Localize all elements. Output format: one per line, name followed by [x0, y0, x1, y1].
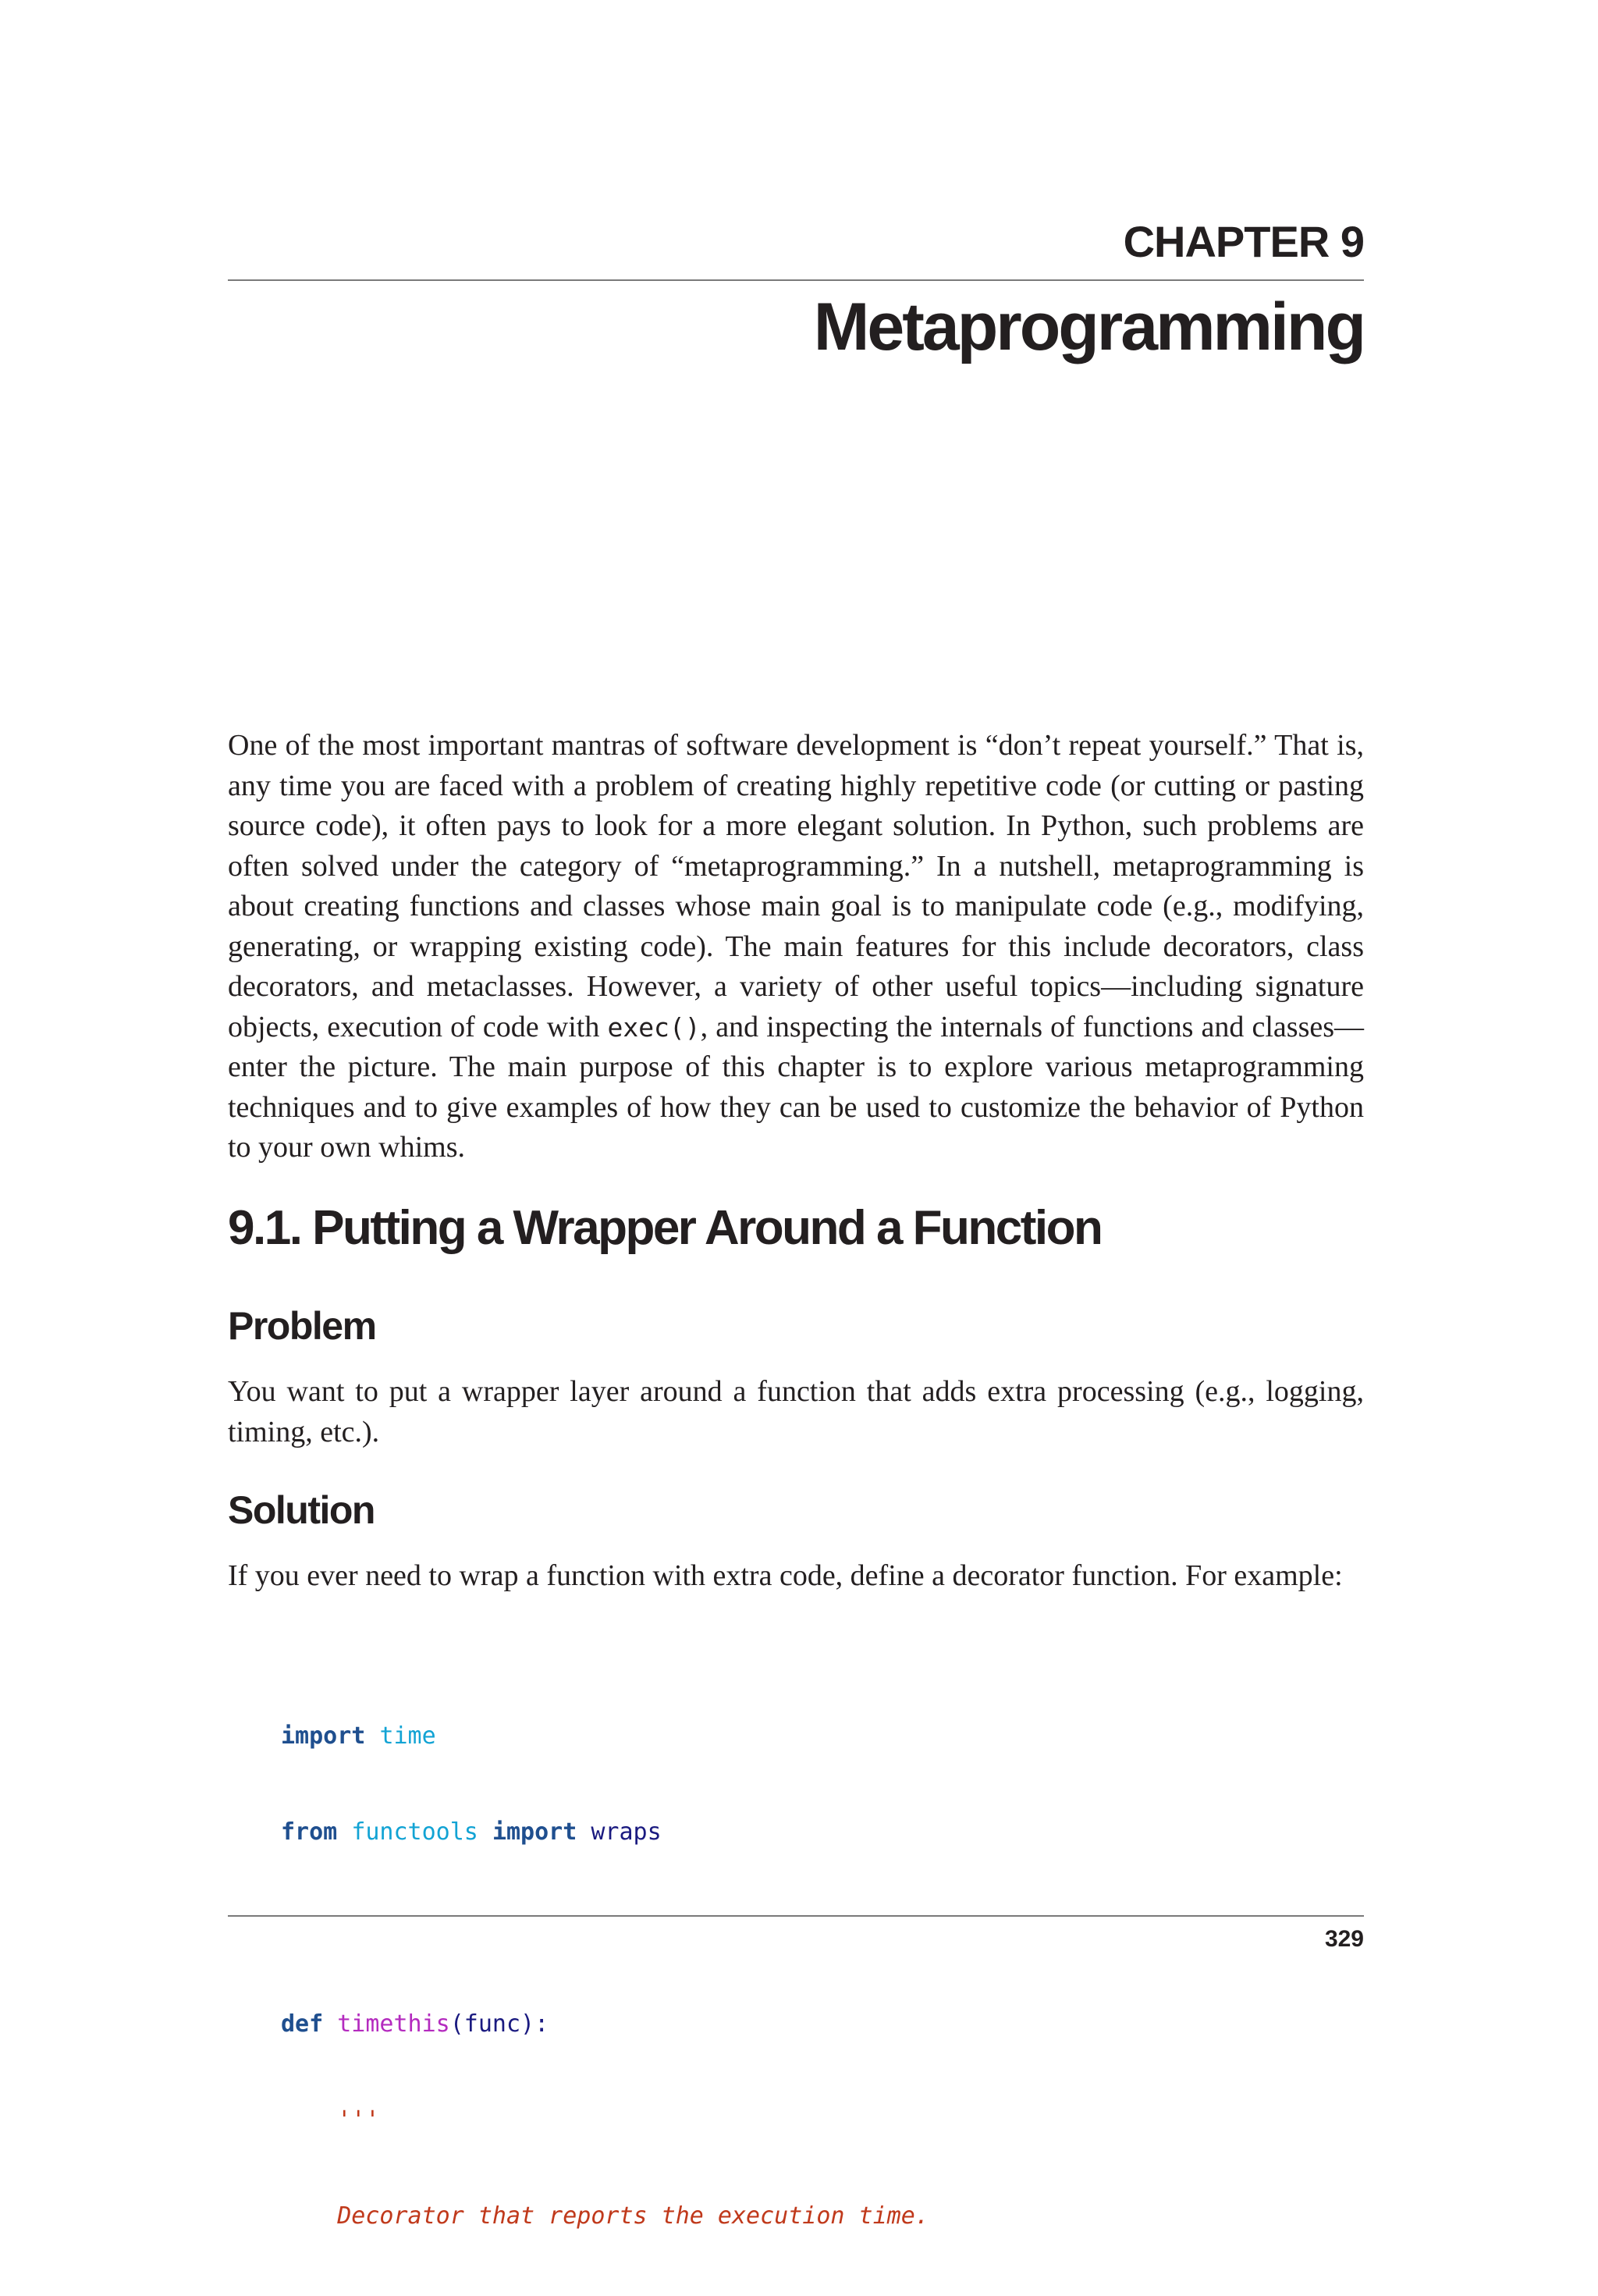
code-line	[281, 1816, 929, 1848]
code-function-name: timethis	[337, 2010, 450, 2038]
code-keyword: def	[281, 2010, 324, 2038]
code-keyword: import	[281, 1722, 366, 1750]
code-docstring: '''	[337, 2106, 380, 2134]
code-line-blank	[281, 1912, 929, 1944]
intro-text-part2: , and inspecting the internals of functions and classes—enter the picture. The main purpose of this chapter is to explore various metaprogramming techniques and to give examples of how they can be used to customize the behavior of Python to your own whims.	[228, 1010, 1365, 1164]
code-module: functools	[351, 1818, 478, 1846]
code-keyword: import	[492, 1818, 577, 1846]
code-module: time	[379, 1722, 436, 1750]
chapter-label: CHAPTER 9	[1123, 217, 1364, 266]
code-line	[281, 1720, 929, 1752]
page-number: 329	[1324, 1926, 1364, 1952]
problem-heading: Problem	[228, 1304, 376, 1348]
intro-text-part1: One of the most important mantras of software development is “don’t repeat yourself.” That is, any time you are faced with a problem of creating highly repetitive code (or cutting or pasting source code), it often pays to look for a more elegant solution. In Python, such problems are often solved under the category of “metaprogramming.” In a nutshell, metaprogramming is about creating functions and classes whose main goal is to manipulate code (e.g., modifying, generating, or wrapping existing code). The main features for this include decorators, class decorators, and metaclasses. However, a variety of other useful topics—including signature objects, execution of code with	[228, 729, 1364, 1043]
chapter-divider	[228, 279, 1364, 281]
code-line	[281, 2104, 929, 2136]
code-keyword: from	[281, 1818, 338, 1846]
problem-paragraph: You want to put a wrapper layer around a function that adds extra processing (e.g., logging, timing, etc.).	[228, 1375, 1364, 1448]
chapter-title: Metaprogramming	[813, 290, 1364, 364]
inline-code-exec: exec()	[607, 1011, 701, 1043]
code-line	[281, 2008, 929, 2040]
footer-divider	[228, 1915, 1364, 1917]
code-params: (func):	[449, 2010, 549, 2038]
code-docstring: Decorator that reports the execution time.	[337, 2202, 929, 2230]
solution-paragraph: If you ever need to wrap a function with extra code, define a decorator function. For example:	[228, 1559, 1343, 1592]
intro-paragraph	[228, 726, 1364, 1168]
solution-heading: Solution	[228, 1488, 375, 1532]
code-line	[281, 2200, 929, 2232]
code-listing	[281, 1656, 929, 2296]
section-title: 9.1. Putting a Wrapper Around a Function	[228, 1201, 1102, 1255]
code-name: wraps	[591, 1818, 662, 1846]
